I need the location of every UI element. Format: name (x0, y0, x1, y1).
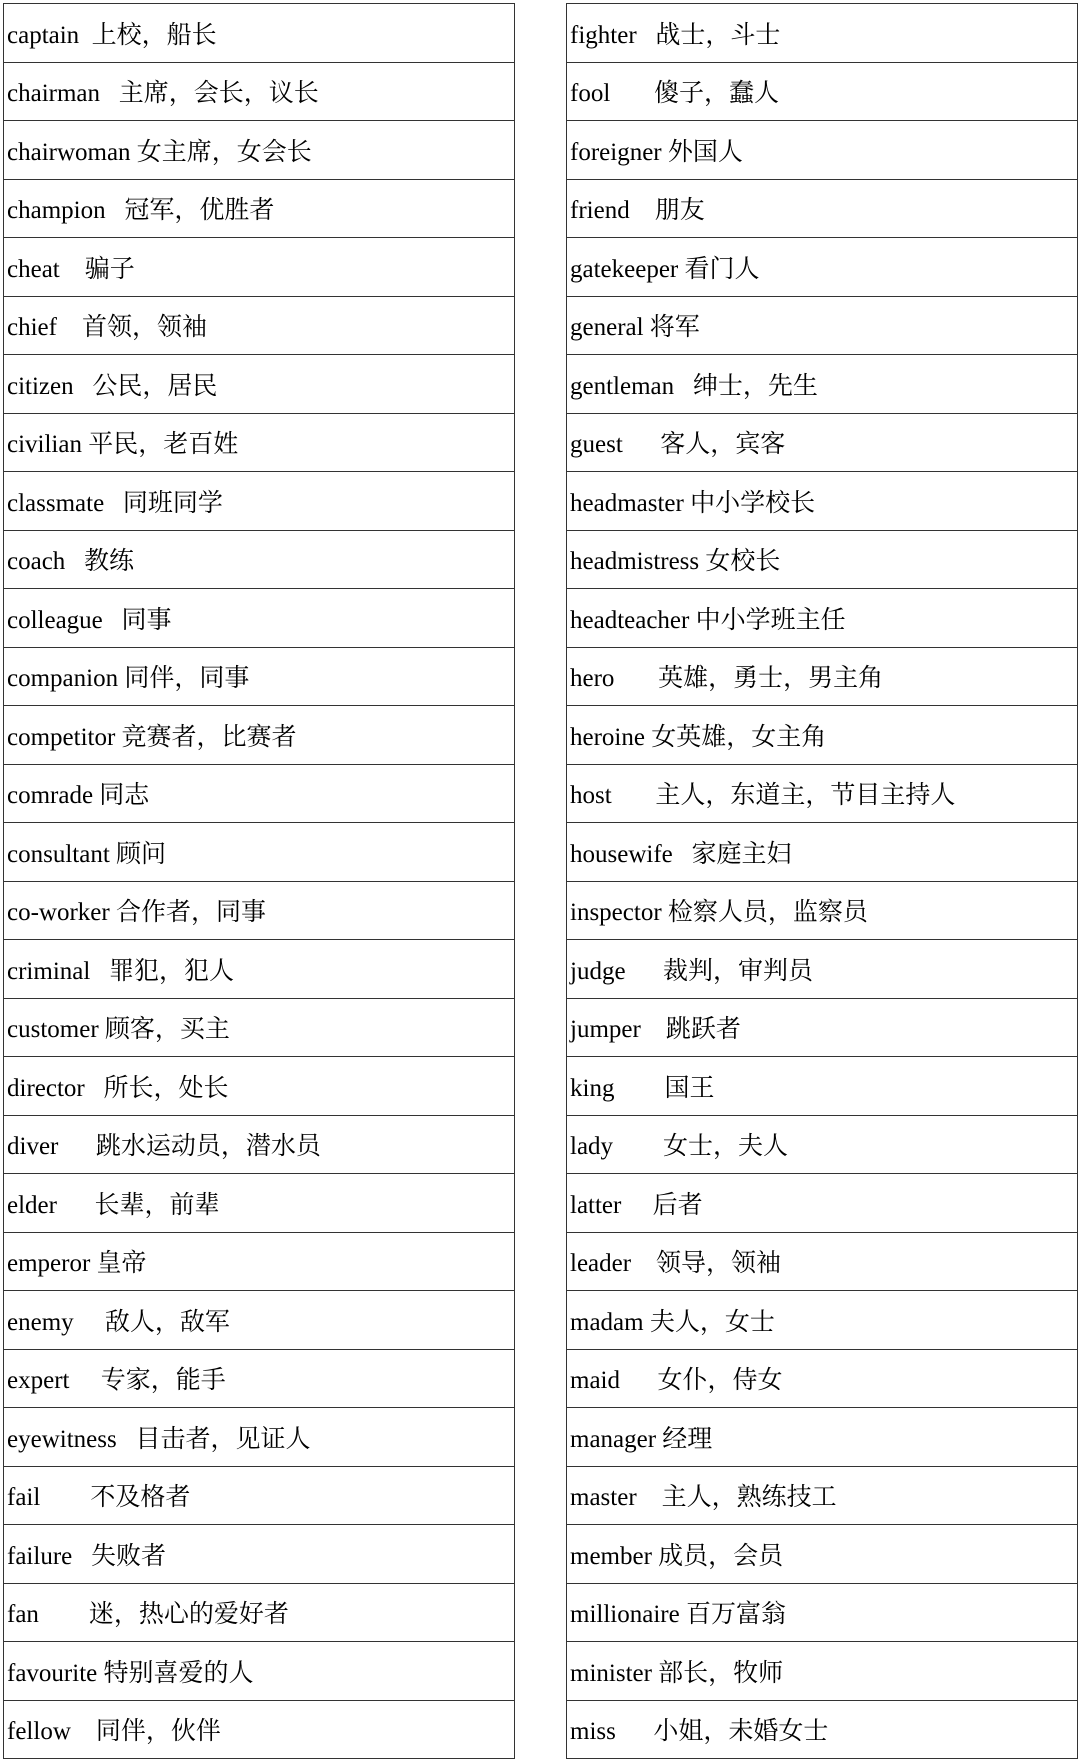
vocabulary-row: lady 女士，夫人 (566, 1116, 1078, 1175)
vocabulary-row: friend 朋友 (566, 180, 1078, 239)
vocabulary-row: enemy 敌人，敌军 (3, 1291, 515, 1350)
vocabulary-table-left (3, 3, 515, 1759)
vocabulary-row: fool 傻子，蠢人 (566, 63, 1078, 122)
vocabulary-row: manager 经理 (566, 1408, 1078, 1467)
vocabulary-row: civilian 平民，老百姓 (3, 414, 515, 473)
vocabulary-row: captain 上校，船长 (3, 4, 515, 63)
vocabulary-row: criminal 罪犯，犯人 (3, 940, 515, 999)
vocabulary-row: jumper 跳跃者 (566, 999, 1078, 1058)
vocabulary-row: latter 后者 (566, 1174, 1078, 1233)
vocabulary-row: fellow 同伴，伙伴 (3, 1701, 515, 1760)
vocabulary-row: comrade 同志 (3, 765, 515, 824)
vocabulary-row: fail 不及格者 (3, 1467, 515, 1526)
vocabulary-row: competitor 竞赛者，比赛者 (3, 706, 515, 765)
vocabulary-row: chief 首领，领袖 (3, 297, 515, 356)
vocabulary-row: cheat 骗子 (3, 238, 515, 297)
vocabulary-row: elder 长辈，前辈 (3, 1174, 515, 1233)
vocabulary-row: companion 同伴，同事 (3, 648, 515, 707)
vocabulary-row: director 所长，处长 (3, 1057, 515, 1116)
vocabulary-row: hero 英雄，勇士，男主角 (566, 648, 1078, 707)
vocabulary-row: miss 小姐，未婚女士 (566, 1701, 1078, 1760)
vocabulary-row: headmaster 中小学校长 (566, 472, 1078, 531)
vocabulary-row: member 成员，会员 (566, 1525, 1078, 1584)
vocabulary-row: general 将军 (566, 297, 1078, 356)
vocabulary-row: housewife 家庭主妇 (566, 823, 1078, 882)
vocabulary-row: classmate 同班同学 (3, 472, 515, 531)
vocabulary-row: coach 教练 (3, 531, 515, 590)
vocabulary-row: foreigner 外国人 (566, 121, 1078, 180)
vocabulary-row: madam 夫人，女士 (566, 1291, 1078, 1350)
vocabulary-row: headteacher 中小学班主任 (566, 589, 1078, 648)
vocabulary-row: expert 专家，能手 (3, 1350, 515, 1409)
vocabulary-row: heroine 女英雄，女主角 (566, 706, 1078, 765)
vocabulary-row: master 主人，熟练技工 (566, 1467, 1078, 1526)
vocabulary-row: headmistress 女校长 (566, 531, 1078, 590)
vocabulary-table-right (566, 3, 1078, 1759)
vocabulary-row: co-worker 合作者，同事 (3, 882, 515, 941)
vocabulary-row: inspector 检察人员，监察员 (566, 882, 1078, 941)
vocabulary-row: chairwoman 女主席，女会长 (3, 121, 515, 180)
vocabulary-row: maid 女仆，侍女 (566, 1350, 1078, 1409)
vocabulary-row: guest 客人，宾客 (566, 414, 1078, 473)
vocabulary-row: gatekeeper 看门人 (566, 238, 1078, 297)
vocabulary-row: judge 裁判，审判员 (566, 940, 1078, 999)
vocabulary-row: fan 迷，热心的爱好者 (3, 1584, 515, 1643)
vocabulary-row: minister 部长，牧师 (566, 1642, 1078, 1701)
vocabulary-row: consultant 顾问 (3, 823, 515, 882)
vocabulary-row: king 国王 (566, 1057, 1078, 1116)
vocabulary-row: favourite 特别喜爱的人 (3, 1642, 515, 1701)
vocabulary-row: colleague 同事 (3, 589, 515, 648)
vocabulary-row: gentleman 绅士，先生 (566, 355, 1078, 414)
vocabulary-row: millionaire 百万富翁 (566, 1584, 1078, 1643)
vocabulary-row: chairman 主席，会长，议长 (3, 63, 515, 122)
vocabulary-row: host 主人，东道主，节目主持人 (566, 765, 1078, 824)
vocabulary-row: diver 跳水运动员，潜水员 (3, 1116, 515, 1175)
vocabulary-row: emperor 皇帝 (3, 1233, 515, 1292)
vocabulary-row: citizen 公民，居民 (3, 355, 515, 414)
vocabulary-row: failure 失败者 (3, 1525, 515, 1584)
vocabulary-row: fighter 战士，斗士 (566, 4, 1078, 63)
vocabulary-row: leader 领导，领袖 (566, 1233, 1078, 1292)
vocabulary-row: customer 顾客，买主 (3, 999, 515, 1058)
vocabulary-row: eyewitness 目击者，见证人 (3, 1408, 515, 1467)
vocabulary-row: champion 冠军，优胜者 (3, 180, 515, 239)
